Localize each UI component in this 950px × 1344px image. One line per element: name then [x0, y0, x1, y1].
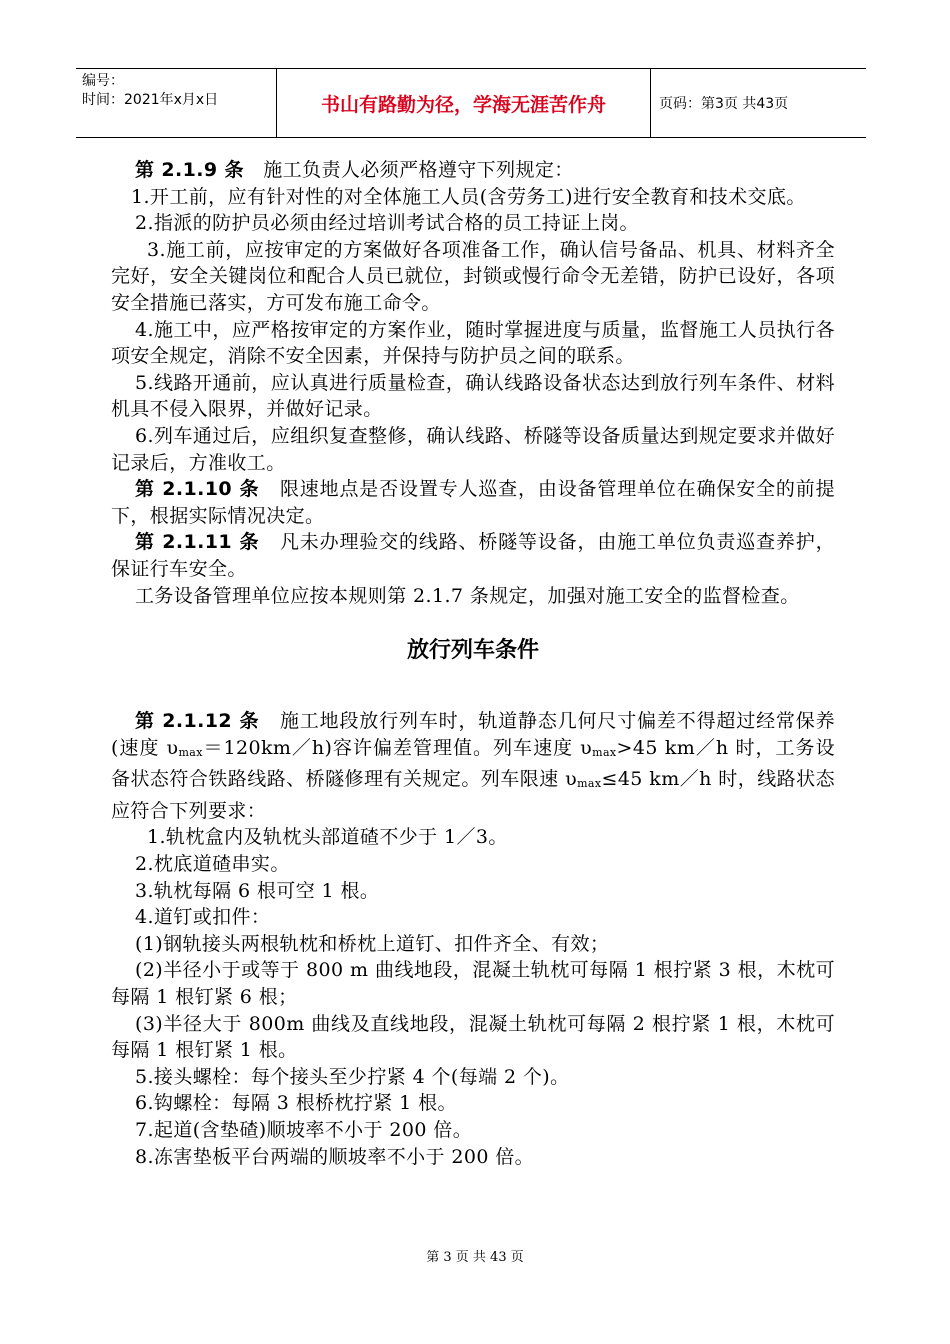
paragraph: 3.施工前，应按审定的方案做好各项准备工作，确认信号备品、机具、材料齐全完好，安全关键岗位和配合人员已就位，封锁或慢行命令无差错，防护已设好，各项安全措施已落实，方可发布施工命令。 [111, 238, 835, 314]
subscript: max [577, 777, 602, 791]
article-text: 凡未办理验交的线路、桥隧等设备，由施工单位负责巡查养护，保证行车安全。 [111, 531, 836, 580]
paragraph: 1.开工前，应有针对性的对全体施工人员(含劳务工)进行安全教育和技术交底。 [131, 185, 806, 208]
list-item: (2)半径小于或等于 800 m 曲线地段，混凝土轨枕可每隔 1 根拧紧 3 根，木枕可每隔 1 根钉紧 6 根； [111, 959, 835, 1009]
document-time-label: 时间：2021年x月x日 [82, 92, 219, 108]
list-item: 5.接头螺栓：每个接头至少拧紧 4 个(每端 2 个)。 [135, 1065, 570, 1088]
article-label: 第 2.1.10 条 [135, 478, 260, 501]
list-item: 2.枕底道碴串实。 [135, 853, 290, 876]
paragraph: 6.列车通过后，应组织复查整修，确认线路、桥隧等设备质量达到规定要求并做好记录后，方准收工。 [111, 424, 835, 474]
list-item: 7.起道(含垫碴)顺坡率不小于 200 倍。 [135, 1119, 473, 1141]
article-text-part: 施工地段放行列车时，轨道静态几何尺寸偏差不得超过经常保养(速度 υ [111, 710, 836, 759]
list-item: 8.冻害垫板平台两端的顺坡率不小于 200 倍。 [135, 1145, 535, 1168]
list-item: 1.轨枕盒内及轨枕头部道碴不少于 1／3。 [147, 826, 508, 849]
section-title: 放行列车条件 [406, 638, 539, 664]
article-2-1-11 [111, 529, 835, 582]
article-label: 第 2.1.9 条 [135, 159, 244, 181]
header-motto: 书山有路勤为径，学海无涯苦作舟 [277, 69, 651, 137]
header-table [76, 68, 866, 138]
list-item: (3)半径大于 800m 曲线及直线地段，混凝土轨枕可每隔 2 根拧紧 1 根，木枕可每隔 1 根钉紧 1 根。 [111, 1012, 835, 1062]
paragraph: 工务设备管理单位应按本规则第 2.1.7 条规定，加强对施工安全的监督检查。 [135, 584, 800, 607]
paragraph: 4.施工中，应严格按审定的方案作业，随时掌握进度与质量，监督施工人员执行各项安全规定，消除不安全因素，并保持与防护员之间的联系。 [111, 318, 835, 368]
list-item: 6.钩螺栓：每隔 3 根桥枕拧紧 1 根。 [135, 1092, 457, 1115]
subscript: max [178, 745, 203, 759]
list-item: 4.道钉或扣件： [135, 906, 271, 929]
document-number-label: 编号： [82, 73, 124, 89]
article-text-part: >45 km／h 时，工务设备状态符合铁路线路、桥隧修理有关规定。列车限速 υ [111, 736, 835, 791]
list-item: (1)钢轨接头两根轨枕和桥枕上道钉、扣件齐全、有效； [135, 932, 610, 955]
list-item: 3.轨枕每隔 6 根可空 1 根。 [135, 879, 380, 902]
article-text-part: ＝120km／h)容许偏差管理值。列车速度 υ [202, 736, 593, 759]
article-label: 第 2.1.11 条 [135, 531, 260, 554]
document-body [111, 157, 835, 1170]
header-meta-cell [76, 69, 277, 137]
article-2-1-10 [111, 476, 835, 529]
article-text: 施工负责人必须严格遵守下列规定： [263, 159, 574, 181]
article-2-1-9 [111, 157, 835, 184]
paragraph: 5.线路开通前，应认真进行质量检查，确认线路设备状态达到放行列车条件、材料机具不侵入限界，并做好记录。 [111, 371, 835, 421]
article-label: 第 2.1.12 条 [135, 710, 260, 733]
article-2-1-12 [111, 708, 835, 824]
header-page-info: 页码：第3页 共43页 [659, 96, 789, 112]
subscript: max [592, 745, 617, 759]
article-text-part: ≤45 km／h 时，线路状态应符合下列要求： [111, 768, 836, 822]
page-footer: 第 3 页 共 43 页 [426, 1250, 524, 1265]
paragraph: 2.指派的防护员必须由经过培训考试合格的员工持证上岗。 [135, 212, 639, 235]
article-text: 限速地点是否设置专人巡查，由设备管理单位在确保安全的前提下，根据实际情况决定。 [111, 478, 836, 527]
